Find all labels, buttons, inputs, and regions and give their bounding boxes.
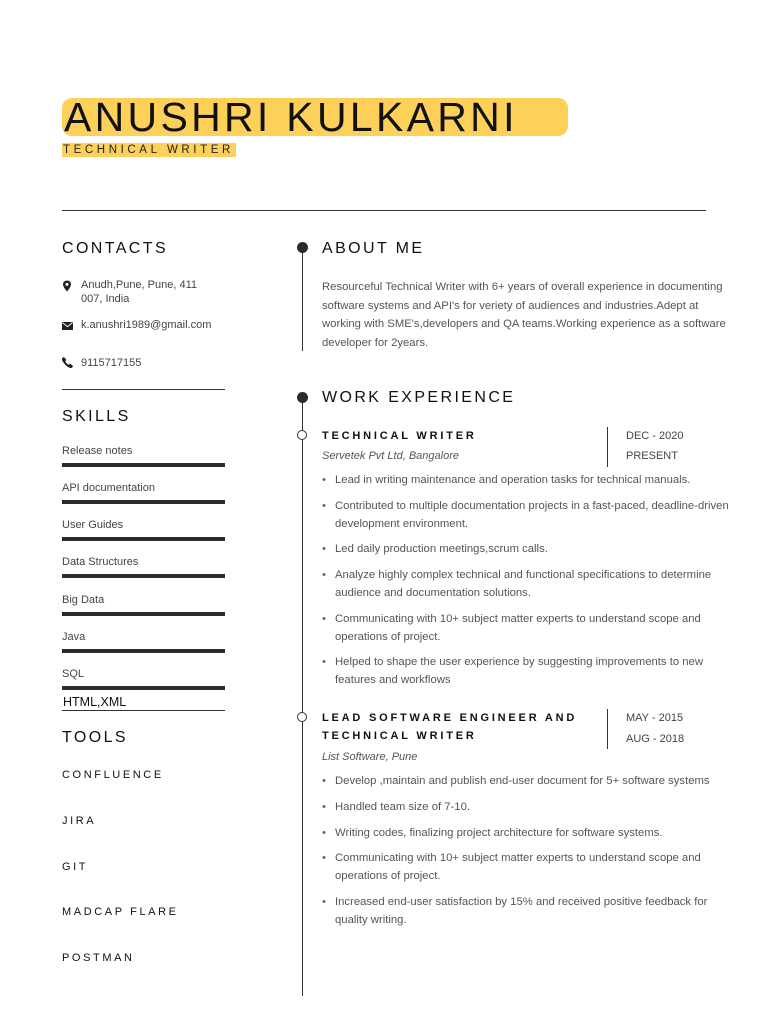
list-item: • Communicating with 10+ subject matter experts to understand scope and operations of project. bbox=[322, 852, 701, 883]
skill-label: API documentation bbox=[62, 482, 155, 494]
list-item: • Lead in writing maintenance and operation tasks for technical manuals. bbox=[322, 474, 691, 486]
skill-item bbox=[62, 482, 225, 494]
date-divider bbox=[607, 709, 608, 749]
work-heading: WORK EXPERIENCE bbox=[322, 389, 516, 406]
skill-item bbox=[62, 519, 225, 531]
skill-bar bbox=[62, 537, 225, 541]
skill-label: Release notes bbox=[62, 445, 133, 457]
map-pin-icon bbox=[62, 278, 81, 306]
skill-item bbox=[63, 695, 226, 709]
skill-item bbox=[62, 594, 225, 606]
list-item: • Led daily production meetings,scrum calls. bbox=[322, 543, 548, 556]
skill-item bbox=[62, 556, 225, 568]
skill-bar bbox=[62, 649, 225, 653]
skill-label: SQL bbox=[62, 668, 85, 680]
tool-item: GIT bbox=[62, 861, 89, 873]
tool-item: JIRA bbox=[62, 815, 97, 827]
timeline-node-job-1 bbox=[297, 430, 307, 440]
envelope-icon bbox=[62, 318, 81, 332]
list-item: • Contributed to multiple documentation projects in a fast-paced, deadline-driven development environment. bbox=[322, 499, 729, 530]
candidate-title: TECHNICAL WRITER bbox=[63, 144, 234, 156]
skill-bar bbox=[62, 463, 225, 467]
skill-item bbox=[62, 445, 225, 457]
address-text: Anudh,Pune, Pune, 411007, India bbox=[81, 279, 198, 305]
tool-item: CONFLUENCE bbox=[62, 769, 164, 781]
tool-item: POSTMAN bbox=[62, 952, 135, 964]
name-block bbox=[62, 95, 518, 139]
phone-icon bbox=[62, 356, 81, 370]
contacts-divider bbox=[62, 389, 225, 390]
skill-bar bbox=[62, 612, 225, 616]
contact-address bbox=[62, 278, 226, 306]
about-text: Resourceful Technical Writer with 6+ years of overall experience in documenting software systems and API's for veriety of audiences and industries.Adept at working with SME's,developers and QA teams.Working experience as a software developer for 2years. bbox=[322, 281, 726, 349]
email-text[interactable]: k.anushri1989@gmail.com bbox=[81, 319, 212, 331]
contacts-heading: CONTACTS bbox=[62, 240, 169, 257]
candidate-name: ANUSHRI KULKARNI bbox=[64, 94, 518, 140]
list-item: • Helped to shape the user experience by suggesting improvements to new features and workflows bbox=[322, 656, 703, 687]
job-date-start: DEC - 2020 bbox=[626, 430, 684, 442]
job-company: Servetek Pvt Ltd, Bangalore bbox=[322, 450, 459, 462]
skill-underline bbox=[62, 710, 225, 711]
timeline-segment-work bbox=[302, 398, 303, 996]
skills-heading: SKILLS bbox=[62, 408, 131, 425]
list-item: • Increased end-user satisfaction by 15% and received positive feedback for quality writing. bbox=[322, 895, 708, 926]
skill-item bbox=[62, 668, 225, 680]
list-item: • Handled team size of 7-10. bbox=[322, 800, 471, 813]
skill-label: HTML,XML bbox=[63, 695, 127, 709]
tools-heading: TOOLS bbox=[62, 729, 128, 746]
job-date-end: AUG - 2018 bbox=[626, 733, 685, 745]
contact-phone bbox=[62, 356, 226, 370]
skill-bar bbox=[62, 500, 225, 504]
job-bullets bbox=[322, 773, 742, 938]
timeline-segment-about bbox=[302, 248, 303, 351]
job-title: TECHNICAL WRITER bbox=[322, 430, 477, 442]
contact-email bbox=[62, 318, 226, 332]
skill-label: User Guides bbox=[62, 519, 124, 531]
list-item: • Writing codes, finalizing project architecture for software systems. bbox=[322, 826, 663, 839]
timeline-node-job-2 bbox=[297, 712, 307, 722]
skill-label: Java bbox=[62, 631, 86, 643]
skill-label: Big Data bbox=[62, 594, 105, 606]
job-date-end: PRESENT bbox=[626, 450, 678, 462]
job-company: List Software, Pune bbox=[322, 751, 418, 763]
job-title: LEAD SOFTWARE ENGINEER AND TECHNICAL WRITER bbox=[322, 712, 578, 742]
timeline-dot-work bbox=[297, 392, 308, 403]
skill-bar bbox=[62, 686, 225, 690]
skill-bar bbox=[62, 574, 225, 578]
date-divider bbox=[607, 427, 608, 467]
list-item: • Develop ,maintain and publish end-user document for 5+ software systems bbox=[322, 775, 710, 787]
skill-item bbox=[62, 631, 225, 643]
header-divider bbox=[62, 210, 706, 211]
list-item: • Analyze highly complex technical and functional specifications to determine audience and documentation solutions. bbox=[322, 569, 712, 599]
job-date-start: MAY - 2015 bbox=[626, 712, 684, 724]
skill-label: Data Structures bbox=[62, 556, 139, 568]
left-column bbox=[62, 238, 226, 998]
job-bullets bbox=[322, 472, 742, 698]
tool-item: MADCAP FLARE bbox=[62, 906, 179, 918]
about-heading: ABOUT ME bbox=[322, 240, 425, 257]
timeline-dot-about bbox=[297, 242, 308, 253]
list-item: • Communicating with 10+ subject matter experts to understand scope and operations of project. bbox=[322, 612, 701, 643]
phone-text: 9115717155 bbox=[81, 357, 142, 369]
